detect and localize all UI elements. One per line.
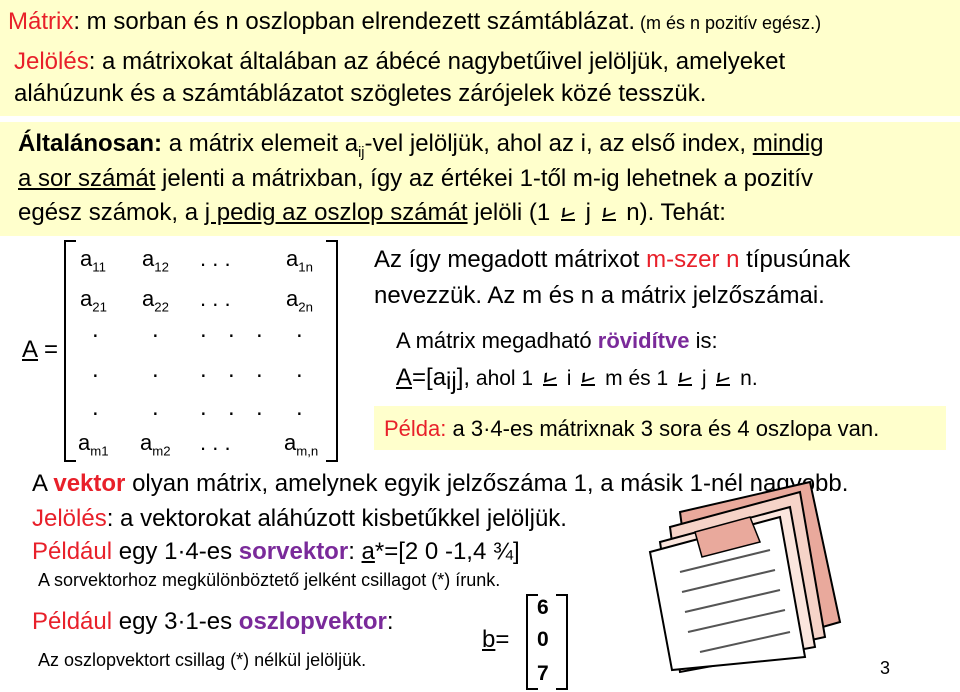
- matrix-ellipsis: . . .: [200, 430, 231, 455]
- row-vector-example: Például egy 1·4-es sorvektor: a*=[2 0 -1,4 ¾]: [32, 538, 520, 565]
- matrix-cell: $a_{m,n}$: [284, 430, 319, 459]
- type-line-1: Az így megadott mátrixot m-szer n típusúnak: [374, 246, 851, 273]
- matrix-cell: $a_{m2}$: [140, 430, 171, 459]
- example-line: Példa: a 3·4-es mátrixnak 3 sora és 4 oszlopa van.: [384, 416, 880, 441]
- general-line-3: egész számok, a j pedig az oszlop számát jelöli (1 j n). Tehát:: [18, 199, 726, 226]
- matrix-cell: $a_{2n}$: [286, 286, 313, 315]
- less-equal-icon: [542, 369, 558, 387]
- less-equal-icon: [677, 369, 693, 387]
- matrix-cell: $a_{22}$: [142, 286, 169, 315]
- notation-line-2: aláhúzunk és a számtáblázatot szögletes zárójelek közé tesszük.: [14, 80, 707, 107]
- page-number: 3: [880, 658, 891, 678]
- matrix-cell: $a_{21}$: [80, 286, 107, 315]
- less-equal-icon: [715, 369, 731, 387]
- matrix-cell: $a_{12}$: [142, 246, 169, 275]
- matrix-right-bracket: [326, 240, 338, 462]
- column-vector-note: Az oszlopvektort csillag (*) nélkül jelöljük.: [38, 650, 367, 670]
- vector-b-value: 0: [537, 628, 549, 651]
- matrix-cell: $a_{m1}$: [78, 430, 109, 459]
- vector-definition: A vektor olyan mátrix, amelynek egyik jelzőszáma 1, a másik 1-nél nagyobb.: [32, 470, 849, 497]
- vector-b-label: b=: [482, 626, 510, 653]
- matrix-ellipsis: . . .: [200, 286, 231, 311]
- less-equal-icon: [560, 204, 576, 222]
- matrix-ellipsis: . . .: [200, 246, 231, 271]
- less-equal-icon: [601, 204, 617, 222]
- type-line-2: nevezzük. Az m és n a mátrix jelzőszámai.: [374, 282, 825, 309]
- short-notation-formula: $A=[a_{ij}]$, ahol 1 i m és 1 j n.: [396, 364, 758, 396]
- general-line-2: a sor számát jelenti a mátrixban, így az értékei 1-től m-ig lehetnek a pozitív: [18, 165, 814, 192]
- matrix-cell: $a_{11}$: [80, 246, 106, 275]
- vector-b-value: 6: [537, 596, 549, 619]
- general-line-1: Általánosan: a mátrix elemeit $a_{ij}$-vel jelöljük, ahol az i, az első index, mindig: [18, 130, 824, 161]
- matrix-cell: $a_{1n}$: [286, 246, 313, 275]
- vector-b-value: 7: [537, 662, 549, 685]
- row-vector-note: A sorvektorhoz megkülönböztető jelként csillagot (*) írunk.: [38, 570, 501, 590]
- vector-notation: Jelölés: a vektorokat aláhúzott kisbetűkkel jelöljük.: [32, 505, 567, 532]
- vector-b-right-bracket: [556, 594, 568, 690]
- matrix-left-bracket: [64, 240, 76, 462]
- term-matrix: Mátrix: [8, 8, 74, 35]
- notation-line-1: Jelölés: a mátrixokat általában az ábécé nagybetűivel jelöljük, amelyeket: [14, 48, 786, 75]
- paper-stack-icon: [640, 472, 860, 677]
- less-equal-icon: [580, 369, 596, 387]
- matrix-label: A: [22, 336, 39, 363]
- matrix-definition: Mátrix: m sorban és n oszlopban elrendezett számtáblázat. (m és n pozitív egész.): [8, 8, 822, 35]
- short-notation-line: A mátrix megadható rövidítve is:: [396, 328, 718, 353]
- column-vector-example: Például egy 3·1-es oszlopvektor:: [32, 608, 394, 635]
